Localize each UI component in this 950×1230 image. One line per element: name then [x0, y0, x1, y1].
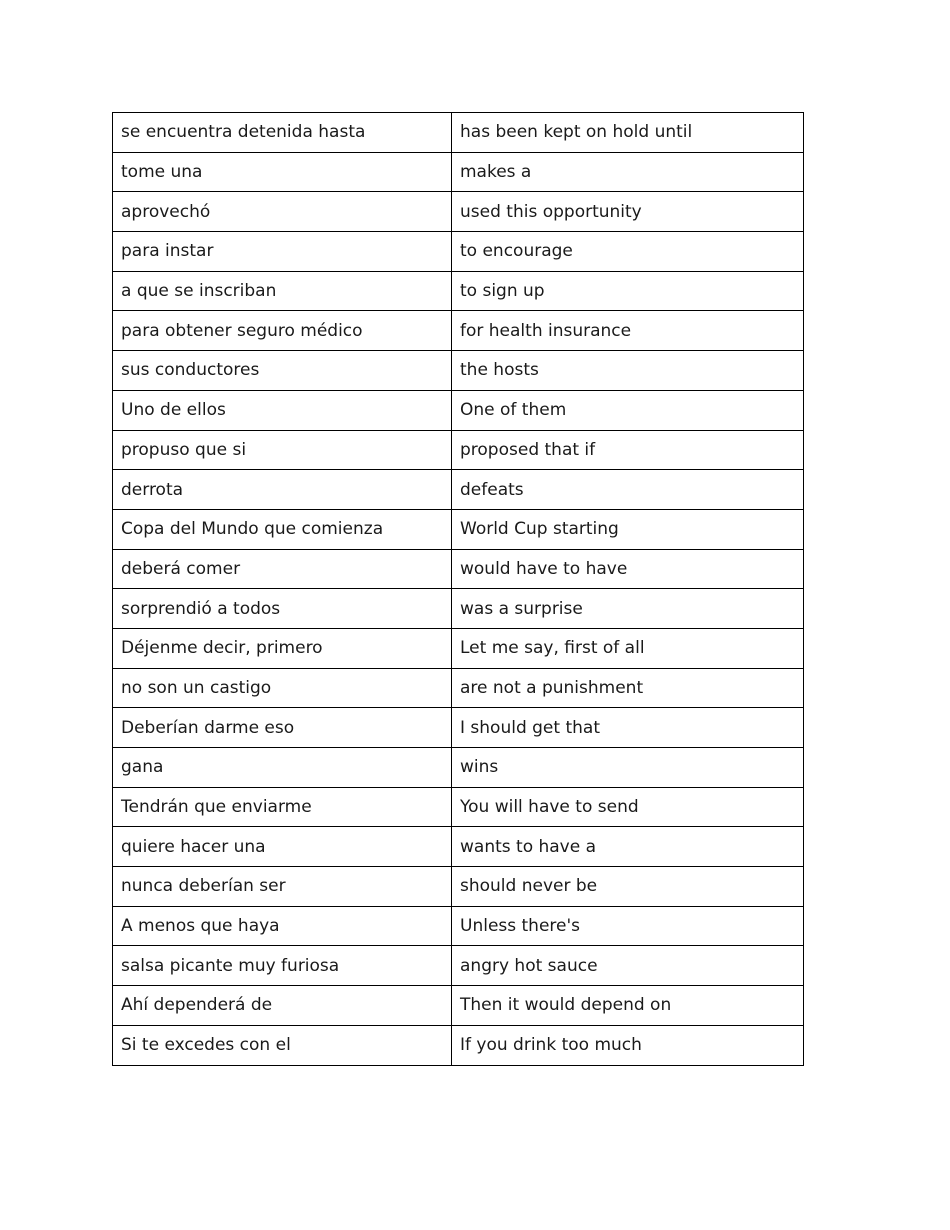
spanish-phrase-cell: se encuentra detenida hasta [113, 113, 452, 153]
spanish-phrase-cell: sus conductores [113, 351, 452, 391]
english-translation-cell: I should get that [452, 708, 804, 748]
english-translation-cell: used this opportunity [452, 192, 804, 232]
table-row [113, 1025, 804, 1065]
table-row [113, 549, 804, 589]
english-translation-cell: Let me say, first of all [452, 628, 804, 668]
english-translation-cell: wins [452, 748, 804, 788]
spanish-phrase-cell: gana [113, 748, 452, 788]
table-row [113, 113, 804, 153]
table-row [113, 351, 804, 391]
table-row [113, 430, 804, 470]
table-row [113, 390, 804, 430]
spanish-phrase-cell: Uno de ellos [113, 390, 452, 430]
table-row [113, 192, 804, 232]
english-translation-cell: One of them [452, 390, 804, 430]
spanish-phrase-cell: no son un castigo [113, 668, 452, 708]
english-translation-cell: would have to have [452, 549, 804, 589]
table-row [113, 311, 804, 351]
table-row [113, 628, 804, 668]
english-translation-cell: defeats [452, 470, 804, 510]
spanish-phrase-cell: quiere hacer una [113, 827, 452, 867]
spanish-phrase-cell: Tendrán que enviarme [113, 787, 452, 827]
table-row [113, 748, 804, 788]
english-translation-cell: Then it would depend on [452, 986, 804, 1026]
english-translation-cell: to encourage [452, 232, 804, 272]
spanish-phrase-cell: Deberían darme eso [113, 708, 452, 748]
english-translation-cell: was a surprise [452, 589, 804, 629]
spanish-phrase-cell: tome una [113, 152, 452, 192]
vocabulary-table [112, 112, 804, 1066]
table-row [113, 906, 804, 946]
english-translation-cell: for health insurance [452, 311, 804, 351]
spanish-phrase-cell: propuso que si [113, 430, 452, 470]
spanish-phrase-cell: a que se inscriban [113, 271, 452, 311]
english-translation-cell: You will have to send [452, 787, 804, 827]
spanish-phrase-cell: sorprendió a todos [113, 589, 452, 629]
table-row [113, 589, 804, 629]
table-row [113, 946, 804, 986]
english-translation-cell: the hosts [452, 351, 804, 391]
english-translation-cell: makes a [452, 152, 804, 192]
spanish-phrase-cell: deberá comer [113, 549, 452, 589]
english-translation-cell: should never be [452, 867, 804, 907]
spanish-phrase-cell: para obtener seguro médico [113, 311, 452, 351]
table-row [113, 470, 804, 510]
spanish-phrase-cell: Si te excedes con el [113, 1025, 452, 1065]
english-translation-cell: World Cup starting [452, 509, 804, 549]
table-row [113, 827, 804, 867]
spanish-phrase-cell: para instar [113, 232, 452, 272]
english-translation-cell: wants to have a [452, 827, 804, 867]
vocabulary-table-body [113, 113, 804, 1066]
table-row [113, 708, 804, 748]
english-translation-cell: If you drink too much [452, 1025, 804, 1065]
table-row [113, 509, 804, 549]
english-translation-cell: proposed that if [452, 430, 804, 470]
spanish-phrase-cell: Déjenme decir, primero [113, 628, 452, 668]
table-row [113, 668, 804, 708]
english-translation-cell: has been kept on hold until [452, 113, 804, 153]
table-row [113, 271, 804, 311]
table-row [113, 152, 804, 192]
table-row [113, 787, 804, 827]
spanish-phrase-cell: aprovechó [113, 192, 452, 232]
table-row [113, 232, 804, 272]
spanish-phrase-cell: derrota [113, 470, 452, 510]
table-row [113, 986, 804, 1026]
spanish-phrase-cell: nunca deberían ser [113, 867, 452, 907]
spanish-phrase-cell: A menos que haya [113, 906, 452, 946]
spanish-phrase-cell: Copa del Mundo que comienza [113, 509, 452, 549]
spanish-phrase-cell: Ahí dependerá de [113, 986, 452, 1026]
english-translation-cell: angry hot sauce [452, 946, 804, 986]
english-translation-cell: to sign up [452, 271, 804, 311]
english-translation-cell: Unless there's [452, 906, 804, 946]
table-row [113, 867, 804, 907]
english-translation-cell: are not a punishment [452, 668, 804, 708]
spanish-phrase-cell: salsa picante muy furiosa [113, 946, 452, 986]
